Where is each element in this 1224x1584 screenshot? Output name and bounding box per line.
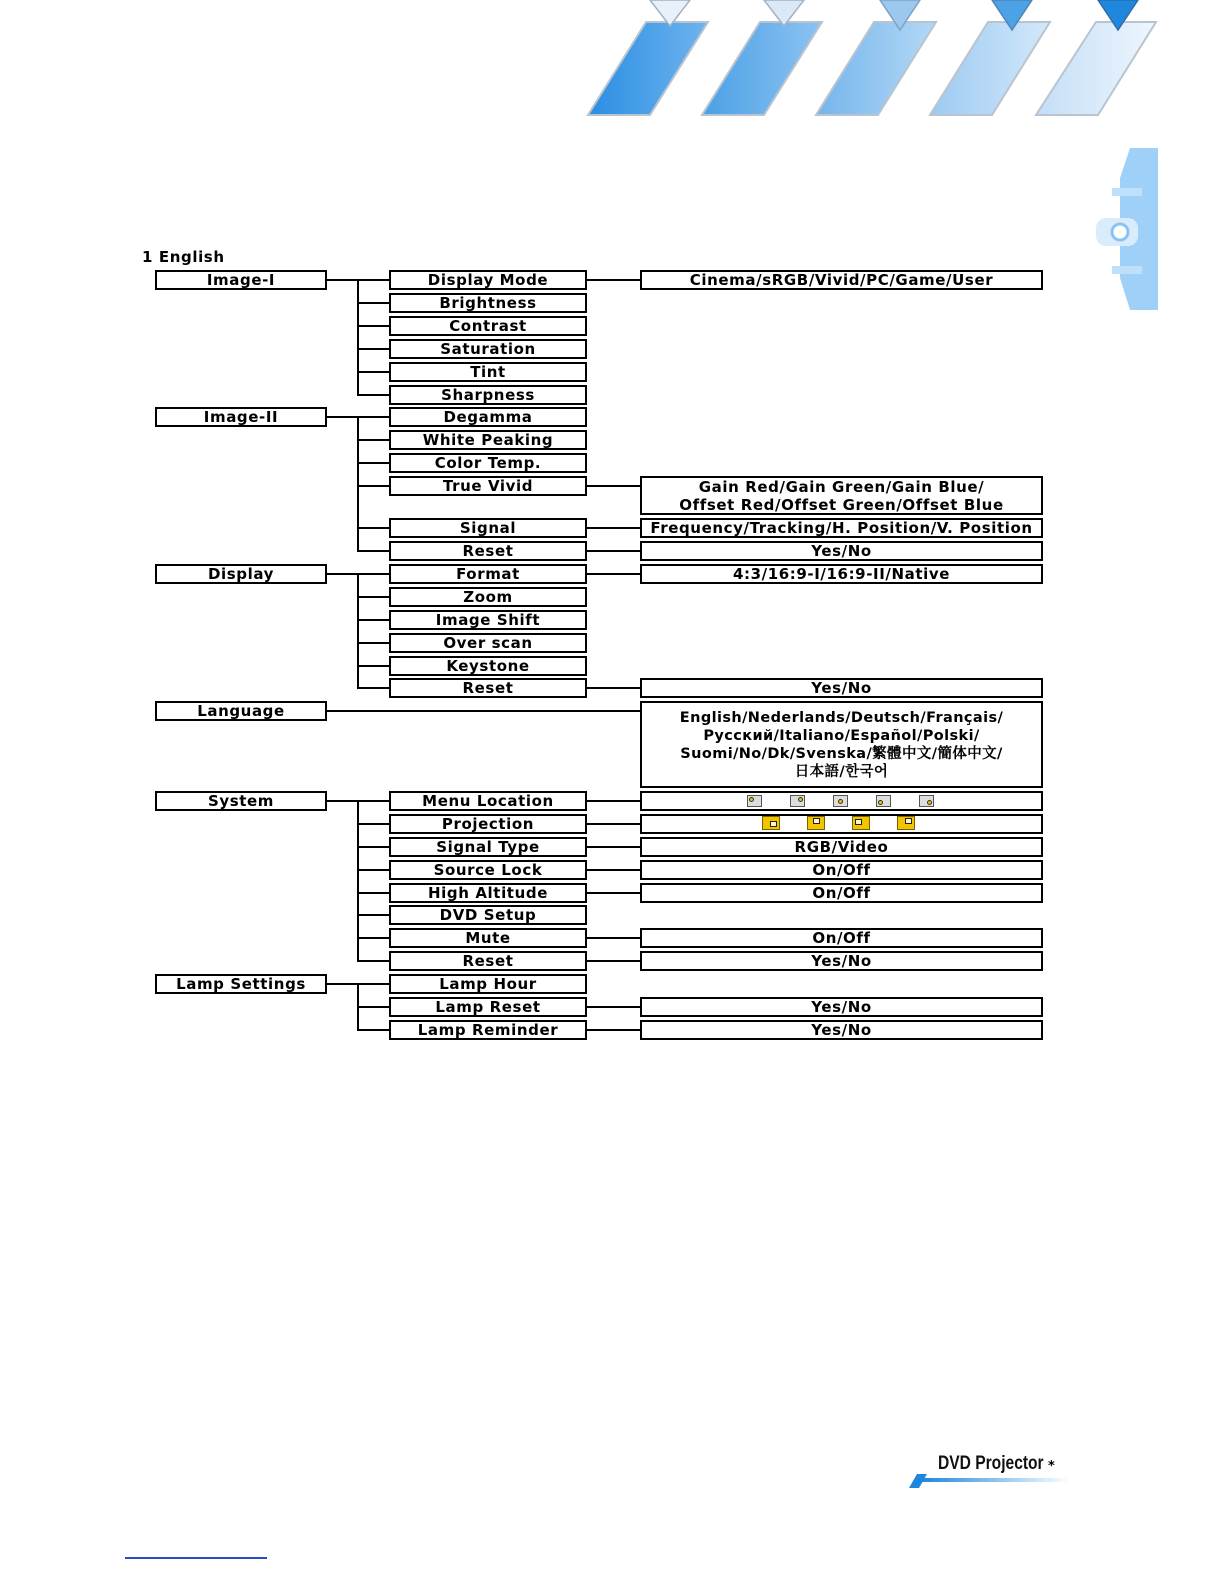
menu-location-top-left-icon xyxy=(747,795,762,807)
options-language-line-4: 日本語/한국어 xyxy=(794,763,889,780)
options-language-line-1: English/Nederlands/Deutsch/Français/ xyxy=(679,709,1004,726)
options-display-mode: Cinema/sRGB/Vivid/PC/Game/User xyxy=(640,270,1043,290)
item-menu-location: Menu Location xyxy=(389,791,587,811)
item-high-altitude: High Altitude xyxy=(389,883,587,903)
menu-lamp-settings: Lamp Settings xyxy=(155,974,327,994)
item-lamp-hour: Lamp Hour xyxy=(389,974,587,994)
options-high-altitude: On/Off xyxy=(640,883,1043,903)
options-display-reset: Yes/No xyxy=(640,678,1043,698)
footer-product-title: DVD Projector xyxy=(938,1453,1044,1474)
projection-front-ceiling-icon xyxy=(852,816,870,830)
item-projection: Projection xyxy=(389,814,587,834)
options-signal-type: RGB/Video xyxy=(640,837,1043,857)
options-language-line-2: Русский/Italiano/Español/Polski/ xyxy=(703,727,980,744)
menu-language: Language xyxy=(155,701,327,721)
footer-page-marker: * xyxy=(1048,1459,1055,1474)
bottom-rule xyxy=(125,1557,267,1559)
options-format: 4:3/16:9-I/16:9-II/Native xyxy=(640,564,1043,584)
menu-image-2: Image-II xyxy=(155,407,327,427)
item-brightness: Brightness xyxy=(389,293,587,313)
item-zoom: Zoom xyxy=(389,587,587,607)
menu-image-1: Image-I xyxy=(155,270,327,290)
item-sharpness: Sharpness xyxy=(389,385,587,405)
item-mute: Mute xyxy=(389,928,587,948)
item-saturation: Saturation xyxy=(389,339,587,359)
options-language xyxy=(640,701,1043,788)
options-true-vivid-line-2: Offset Red/Offset Green/Offset Blue xyxy=(679,495,1004,514)
side-tab xyxy=(1090,148,1160,313)
options-true-vivid xyxy=(640,476,1043,515)
item-degamma: Degamma xyxy=(389,407,587,427)
options-lamp-reminder: Yes/No xyxy=(640,1020,1043,1040)
banner-stripe-2 xyxy=(702,22,822,115)
banner-stripe-3 xyxy=(816,22,936,115)
options-image2-reset: Yes/No xyxy=(640,541,1043,561)
options-mute: On/Off xyxy=(640,928,1043,948)
menu-location-center-icon xyxy=(833,795,848,807)
item-source-lock: Source Lock xyxy=(389,860,587,880)
projector-icon xyxy=(1096,218,1138,246)
item-white-peaking: White Peaking xyxy=(389,430,587,450)
banner-stripe-1 xyxy=(588,22,708,115)
header-banner xyxy=(0,0,1224,125)
options-signal: Frequency/Tracking/H. Position/V. Position xyxy=(640,518,1043,538)
item-keystone: Keystone xyxy=(389,656,587,676)
options-language-line-3: Suomi/No/Dk/Svenska/繁體中文/簡体中文/ xyxy=(680,745,1003,762)
banner-stripe-4 xyxy=(930,22,1050,115)
projection-rear-ceiling-icon xyxy=(897,816,915,830)
item-system-reset: Reset xyxy=(389,951,587,971)
banner-stripe-5 xyxy=(1036,22,1156,115)
item-format: Format xyxy=(389,564,587,584)
options-source-lock: On/Off xyxy=(640,860,1043,880)
item-true-vivid: True Vivid xyxy=(389,476,587,496)
item-image2-reset: Reset xyxy=(389,541,587,561)
options-true-vivid-line-1: Gain Red/Gain Green/Gain Blue/ xyxy=(698,477,985,496)
options-lamp-reset: Yes/No xyxy=(640,997,1043,1017)
item-over-scan: Over scan xyxy=(389,633,587,653)
item-image-shift: Image Shift xyxy=(389,610,587,630)
item-display-mode: Display Mode xyxy=(389,270,587,290)
item-signal-type: Signal Type xyxy=(389,837,587,857)
menu-location-bottom-left-icon xyxy=(876,795,891,807)
section-heading: 1 English xyxy=(142,248,225,266)
projection-front-desktop-icon xyxy=(762,816,780,830)
footer-underline xyxy=(905,1472,1075,1492)
item-lamp-reset: Lamp Reset xyxy=(389,997,587,1017)
projection-rear-desktop-icon xyxy=(807,816,825,830)
item-lamp-reminder: Lamp Reminder xyxy=(389,1020,587,1040)
item-contrast: Contrast xyxy=(389,316,587,336)
item-color-temp: Color Temp. xyxy=(389,453,587,473)
item-dvd-setup: DVD Setup xyxy=(389,905,587,925)
menu-location-bottom-right-icon xyxy=(919,795,934,807)
item-display-reset: Reset xyxy=(389,678,587,698)
item-signal: Signal xyxy=(389,518,587,538)
menu-system: System xyxy=(155,791,327,811)
menu-location-top-right-icon xyxy=(790,795,805,807)
menu-display: Display xyxy=(155,564,327,584)
item-tint: Tint xyxy=(389,362,587,382)
options-system-reset: Yes/No xyxy=(640,951,1043,971)
options-projection xyxy=(640,814,1043,834)
